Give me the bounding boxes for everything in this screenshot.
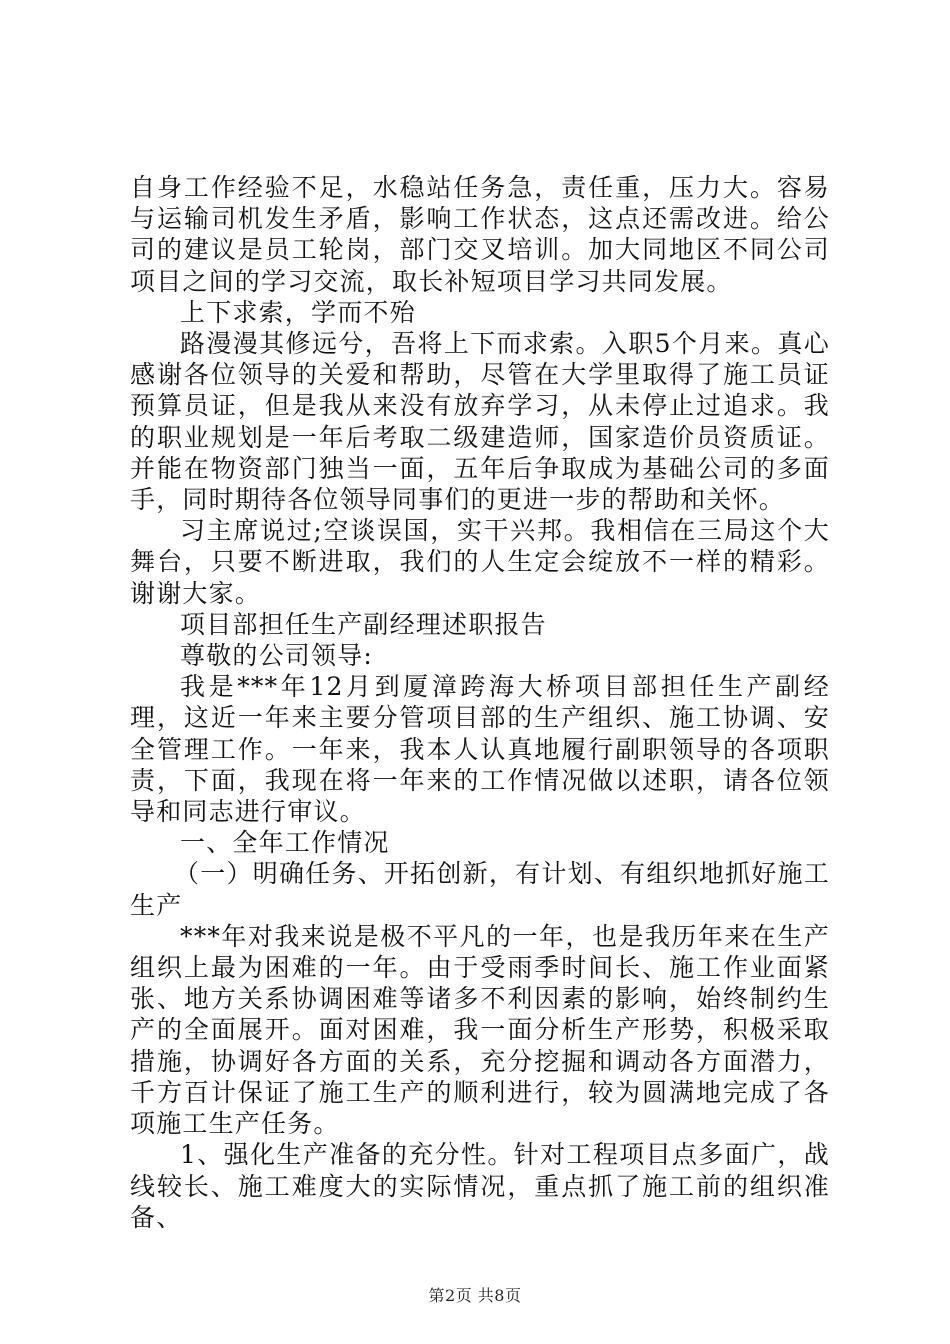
paragraph-1: 自身工作经验不足，水稳站任务急，责任重，压力大。容易与运输司机发生矛盾，影响工作状态，这点还需改进。给公司的建议是员工轮岗，部门交叉培训。加大同地区不同公司项目之间的学习交流，取长补短项目学习共同发展。: [130, 173, 830, 296]
section-heading-seek: 上下求索，学而不殆: [180, 297, 416, 327]
paragraph-11: 1、强化生产准备的充分性。针对工程项目点多面广，战线较长、施工难度大的实际情况，重点抓了施工前的组织准备、: [130, 1140, 830, 1232]
paragraph-10: ***年对我来说是极不平凡的一年，也是我历年来在生产组织上最为困难的一年。由于受雨季时间长、施工作业面紧张、地方关系协调困难等诸多不利因素的影响，始终制约生产的全面展开。面对困难，我一面分析生产形势，积极采取措施，协调好各方面的关系，充分挖掘和调动各方面潜力，千方百计保证了施工生产的顺利进行，较为圆满地完成了各项施工生产任务。: [130, 921, 830, 1139]
document-body: [130, 172, 830, 1233]
salutation: 尊敬的公司领导:: [180, 641, 374, 671]
paragraph-3: 路漫漫其修远兮，吾将上下而求索。入职5个月来。真心感谢各位领导的关爱和帮助，尽管在大学里取得了施工员证预算员证，但是我从来没有放弃学习，从未停止过追求。我的职业规划是一年后考取二级建造师，国家造价员资质证。并能在物资部门独当一面，五年后争取成为基础公司的多面手，同时期待各位领导同事们的更进一步的帮助和关怀。: [130, 329, 830, 515]
page-number-label: 第2页 共8页: [428, 1286, 522, 1305]
subsection-heading-1: （一）明确任务、开拓创新，有计划、有组织地抓好施工生产: [130, 859, 830, 920]
section-heading-1: 一、全年工作情况: [180, 828, 390, 858]
page-footer: [0, 1286, 950, 1306]
report-title: 项目部担任生产副经理述职报告: [180, 609, 547, 639]
paragraph-7: 我是***年12月到厦漳跨海大桥项目部担任生产副经理，这近一年来主要分管项目部的生产组织、施工协调、安全管理工作。一年来，我本人认真地履行副职领导的各项职责，下面，我现在将一年来的工作情况做以述职，请各位领导和同志进行审议。: [130, 672, 830, 827]
paragraph-4: 习主席说过;空谈误国，实干兴邦。我相信在三局这个大舞台，只要不断进取，我们的人生定会绽放不一样的精彩。谢谢大家。: [130, 516, 830, 608]
